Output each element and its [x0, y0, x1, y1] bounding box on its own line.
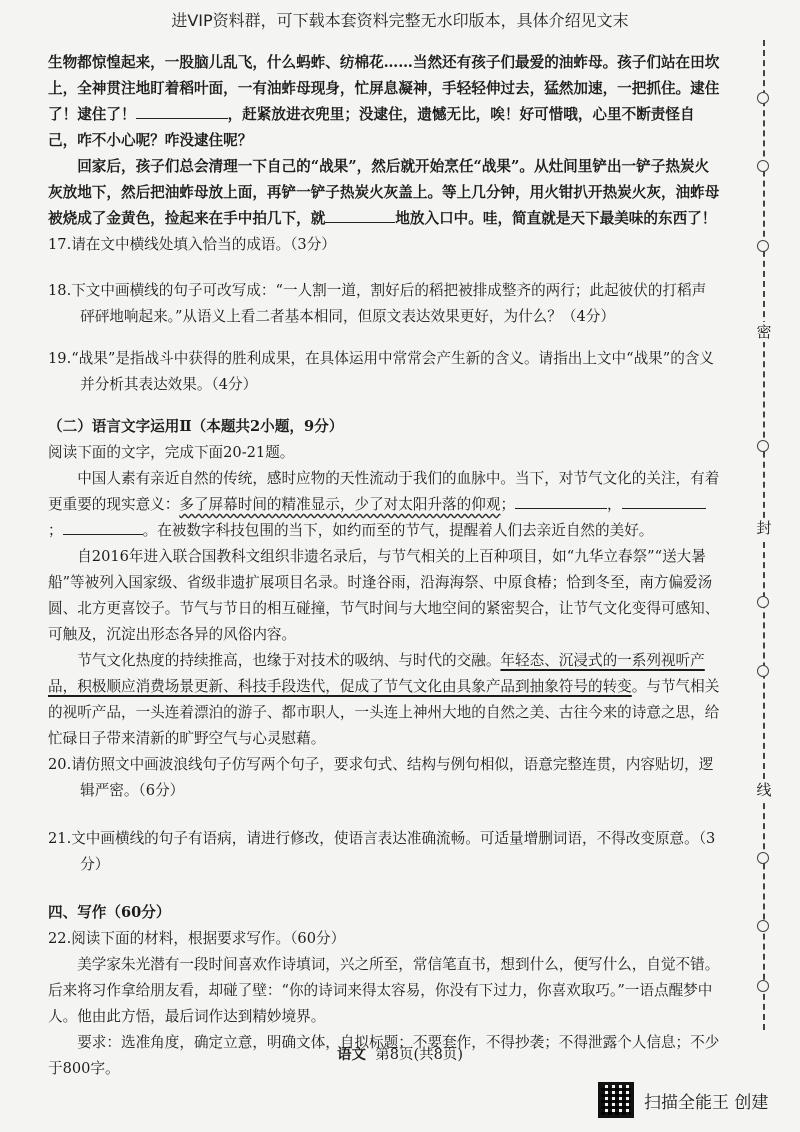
question-18: 18.下文中画横线的句子可改写成：“一人割一道，割好后的稻把被排成整齐的两行；此起彼伏的打稻声砰砰地响起来。”从语义上看二者基本相同，但原文表达效果更好，为什么？（4分） [48, 282, 707, 325]
passage-text: 地放入口中。哇，简直就是天下最美味的东西了！ [395, 210, 717, 227]
question-20: 20.请仿照文中画波浪线句子仿写两个句子，要求句式、结构与例句相似，语意完整连贯，内容贴切，逻辑严密。（6分） [48, 756, 714, 799]
footer-subject: 语文 [337, 1046, 366, 1063]
section-2-paragraph-2: 自2016年进入联合国教科文组织非遗名录后，与节气相关的上百种项目，如“九华立春祭”“送大暑船”等被列入国家级、省级非遗扩展项目名录。时逢谷雨，沿海海祭、中原食椿；恰到冬至，南方偏爱汤圆、北方更喜饺子。节气与节日的相互碰撞，节气时间与大地空间的紧密契合，让节气文化变得可感知、可触及，沉淀出形态各异的风俗内容。 [48, 548, 720, 643]
answer-space[interactable] [48, 258, 720, 278]
passage-text: 。在被数字科技包围的当下，如约而至的节气，提醒着人们去亲近自然的美好。 [142, 522, 654, 539]
passage-text: 。与节气相关的视听产品，一头连着漂泊的游子、都市职人，一头连上神州大地的自然之美、古往今来的诗意之思，给忙碌日子带来清新的旷野空气与心灵慰藉。 [48, 678, 720, 747]
binding-hole-icon [757, 920, 769, 932]
section-2-paragraph-1: 中国人素有亲近自然的传统，感时应物的天性流动于我们的血脉中。当下，对节气文化的关注，有着更重要的现实意义：多了屏幕时间的精准显示，少了对太阳升落的仰观； ，； 。在被数字科技包围的当下，如约而至的节气，提醒着人们去亲近自然的美好。 [48, 470, 720, 539]
binding-label-xian: 线 [752, 780, 776, 800]
writing-material: 美学家朱光潜有一段时间喜欢作诗填词，兴之所至，常信笔直书，想到什么，便写什么，自觉不错。后来将习作拿给朋友看，却碰了壁：“你的诗词来得太容易，你没有下过力，你喜欢取巧。”一语点醒梦中人。他由此方悟，最后词作达到精妙境界。 [48, 956, 720, 1025]
section-4-title: 四、写作（60分） [48, 904, 171, 921]
answer-blank[interactable] [325, 208, 395, 223]
question-22: 22.阅读下面的材料，根据要求写作。（60分） [48, 930, 346, 947]
underlined-sentence: 年轻态、沉浸式的一系列视听产品，积极顺应消费场景更新、科技手段迭代，促成了节气文化由具象产品到抽象符号的转变 [48, 652, 705, 695]
writing-requirements: 要求：选准角度，确定立意，明确文体，自拟标题；不要套作，不得抄袭；不得泄露个人信息；不少于800字。 [48, 1034, 720, 1077]
answer-space[interactable] [48, 330, 720, 346]
passage-paragraph-1 [48, 50, 720, 154]
question-21: 21.文中画横线的句子有语病，请进行修改，使语言表达准确流畅。可适量增删词语，不得改变原意。（3分） [48, 830, 716, 873]
exam-page [48, 50, 720, 1082]
question-19: 19.“战果”是指战斗中获得的胜利成果，在具体运用中常常会产生新的含义。请指出上文中“战果”的含义并分析其表达效果。（4分） [48, 350, 714, 393]
answer-blank[interactable] [136, 104, 228, 119]
qr-code-icon [598, 1082, 634, 1118]
passage-text: 生物都惊惶起来，一股脑儿乱飞，什么蚂蚱、纺棉花……当然还有孩子们最爱的油蚱母。孩子们站在田坎上，全神贯注地盯着稻叶面，一有油蚱母现身，忙屏息凝神，手轻轻伸过去，猛然加速，一把抓住。逮住了！逮住了！ [48, 54, 720, 123]
binding-hole-icon [757, 440, 769, 452]
section-2-paragraph-3 [48, 648, 720, 752]
scanner-credit [598, 1080, 768, 1120]
question-17: 17.请在文中横线处填入恰当的成语。（3分） [48, 236, 336, 253]
footer-page-number: 第8页(共8页) [375, 1047, 463, 1063]
binding-hole-icon [757, 596, 769, 608]
passage-text: 中国人素有亲近自然的传统，感时应物的天性流动于我们的血脉中。当下，对节气文化的关注，有着更重要的现实意义： [48, 470, 720, 513]
passage-text: ，赶紧放进衣兜里；没逮住，遗憾无比，唉！好可惜哦，心里不断责怪自己，咋不小心呢？咋没逮住呢？ [48, 106, 695, 149]
binding-hole-icon [757, 160, 769, 172]
page-footer [0, 1043, 800, 1064]
binding-hole-icon [757, 852, 769, 864]
section-2-intro: 阅读下面的文字，完成下面20-21题。 [48, 444, 295, 461]
binding-label-feng: 封 [752, 518, 776, 538]
section-2-title: （二）语言文字运用Ⅱ（本题共2小题，9分） [48, 418, 344, 435]
wavy-underlined-sentence: 多了屏幕时间的精准显示，少了对太阳升落的仰观 [179, 496, 501, 513]
scanner-credit-text: 扫描全能王 创建 [644, 1092, 769, 1113]
binding-line [752, 40, 776, 1030]
binding-hole-icon [757, 665, 769, 677]
vip-banner: 进VIP资料群，可下载本套资料完整无水印版本，具体介绍见文末 [171, 11, 629, 30]
binding-hole-icon [757, 980, 769, 992]
passage-text: 节气文化热度的持续推高，也缘于对技术的吸纳、与时代的交融。 [77, 652, 501, 669]
answer-blank[interactable] [622, 494, 706, 509]
answer-space[interactable] [48, 804, 720, 826]
binding-hole-icon [757, 92, 769, 104]
binding-label-mi: 密 [752, 322, 776, 342]
binding-hole-icon [757, 240, 769, 252]
answer-blank[interactable] [515, 494, 607, 509]
answer-blank[interactable] [63, 520, 143, 535]
passage-paragraph-2 [48, 154, 720, 232]
passage-text: 回家后，孩子们总会清理一下自己的“战果”，然后就开始烹任“战果”。从灶间里铲出一铲子热炭火灰放地下，然后把油蚱母放上面，再铲一铲子热炭火灰盖上。等上几分钟，用火钳扒开热炭火灰，油蚱母被烧成了金黄色，捡起来在手中拍几下，就 [48, 158, 720, 227]
